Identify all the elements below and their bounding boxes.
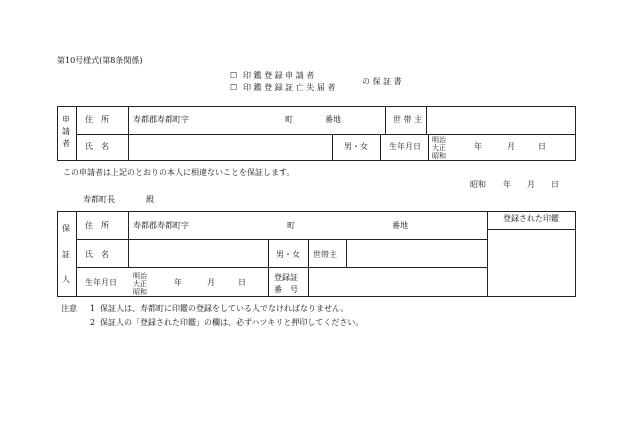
- guarantor-address-field[interactable]: [128, 213, 483, 237]
- addressee-honorific: 殿: [146, 195, 154, 204]
- guarantor-section-label-1: 保: [62, 224, 70, 233]
- applicant-town: 町: [285, 115, 293, 124]
- guarantor-head-of-household-field[interactable]: [347, 240, 484, 264]
- applicant-name-label: 氏 名: [85, 142, 109, 151]
- title-option-applicant: 印 鑑 登 録 申 請 者: [243, 71, 315, 80]
- guarantor-birthdate-label: 生年月日: [85, 278, 117, 287]
- guarantor-era-options[interactable]: 明治 大正 昭和: [133, 272, 147, 296]
- applicant-section-label: 申 請 者: [62, 115, 70, 148]
- guarantor-year: 年: [174, 278, 182, 287]
- registered-seal-label: 登録された印鑑: [503, 214, 559, 223]
- applicant-birthdate-label: 生年月日: [389, 142, 421, 151]
- applicant-sex[interactable]: 男・女: [344, 142, 368, 151]
- date-year: 年: [503, 180, 511, 189]
- note-1-number: 1: [90, 304, 96, 313]
- applicant-address-field[interactable]: [128, 108, 383, 132]
- guarantor-name-label: 氏 名: [85, 250, 109, 259]
- guarantor-town: 町: [287, 221, 295, 230]
- guarantor-head-of-household-label: 世帯主: [313, 250, 337, 259]
- applicant-day: 日: [538, 142, 546, 151]
- guarantor-address-label: 住 所: [85, 221, 109, 230]
- mayor-addressee: 寿都町長: [83, 195, 115, 204]
- guarantor-sex[interactable]: 男・女: [276, 250, 300, 259]
- applicant-lot: 番地: [325, 115, 341, 124]
- applicant-year: 年: [474, 142, 482, 151]
- date-month: 月: [527, 180, 535, 189]
- note-2-text: 保証人の「登録された印鑑」の欄は、必ずハツキリと押印してください。: [100, 318, 364, 327]
- notes-label: 注意: [61, 304, 77, 313]
- guarantor-day: 日: [238, 278, 246, 287]
- title-suffix: の 保 証 書: [362, 77, 402, 86]
- date-day: 日: [551, 180, 559, 189]
- guarantor-cert-number-field[interactable]: [308, 268, 484, 295]
- guarantor-lot: 番地: [392, 221, 408, 230]
- applicant-head-of-household-field[interactable]: [426, 108, 574, 132]
- applicant-address-label: 住 所: [85, 115, 109, 124]
- title-checkbox-2[interactable]: ☐: [230, 83, 238, 92]
- title-option-lost-card: 印 鑑 登 録 証 亡 失 届 者: [243, 83, 336, 92]
- applicant-era-options[interactable]: 明治 大正 昭和: [432, 136, 446, 160]
- note-2-number: 2: [90, 318, 96, 327]
- guarantee-statement: この申請者は上記のとおりの本人に相違ないことを保証します。: [63, 168, 295, 177]
- date-era: 昭和: [470, 180, 486, 189]
- applicant-name-field[interactable]: [128, 135, 330, 159]
- title-checkbox-1[interactable]: ☐: [230, 71, 238, 80]
- guarantor-section-label-2: 証: [62, 250, 70, 259]
- guarantor-section-label-3: 人: [62, 275, 70, 284]
- guarantor-address-prefix: 寿都郡寿都町字: [133, 221, 189, 230]
- note-1-text: 保証人は、寿都町に印鑑の登録をしている人でなければなりません。: [100, 304, 349, 313]
- form-number: 第10号様式(第8条関係): [57, 56, 143, 65]
- guarantor-cert-number-label: 登録証 番 号: [274, 273, 298, 294]
- applicant-address-prefix: 寿都郡寿都町字: [133, 115, 189, 124]
- applicant-month: 月: [507, 142, 515, 151]
- applicant-head-of-household-label: 世 帯 主: [393, 115, 423, 124]
- registered-seal-box[interactable]: [488, 230, 574, 296]
- guarantor-name-field[interactable]: [128, 240, 266, 264]
- guarantor-month: 月: [207, 278, 215, 287]
